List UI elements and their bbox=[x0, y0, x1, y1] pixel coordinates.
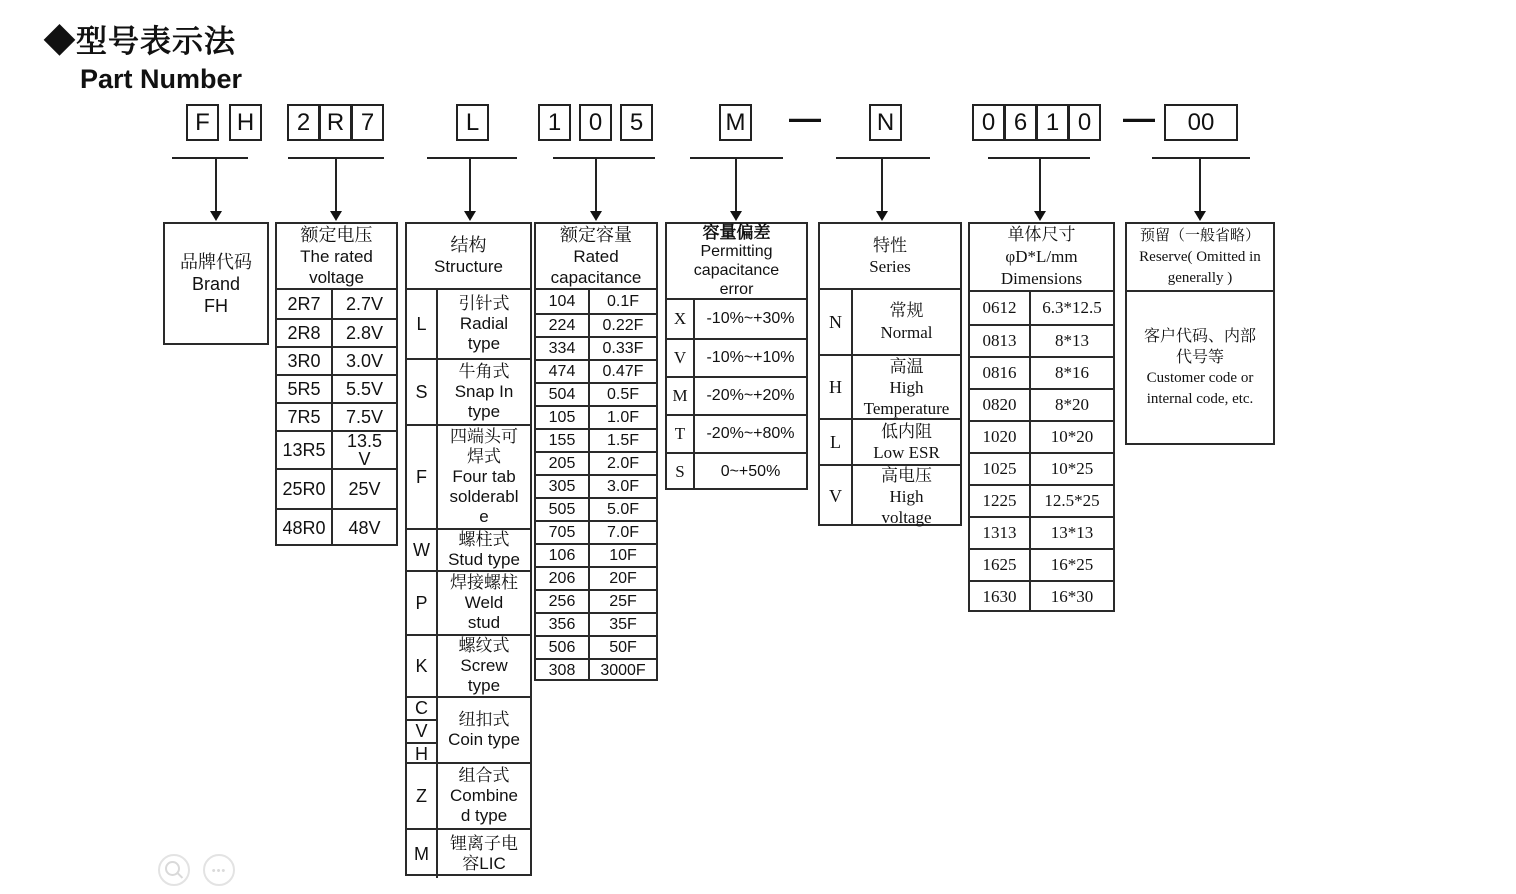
code-cell: 0816 bbox=[970, 358, 1031, 388]
value-cell: 1.5F bbox=[606, 431, 639, 449]
desc-zh: 牛角式 bbox=[458, 362, 510, 381]
table-row bbox=[667, 300, 806, 338]
code-cell: 505 bbox=[536, 499, 590, 520]
code-stack bbox=[407, 698, 438, 762]
header-zh: 额定电压 bbox=[300, 224, 373, 245]
part-number-box: R bbox=[319, 104, 352, 141]
table-row bbox=[970, 388, 1113, 420]
value-cell: 16*25 bbox=[1050, 555, 1094, 574]
table-row bbox=[536, 474, 656, 497]
desc-en: Stud type bbox=[448, 550, 520, 569]
value-cell: 12.5*25 bbox=[1044, 491, 1100, 510]
table-row bbox=[536, 635, 656, 658]
page-title-zh: ◆型号表示法 bbox=[44, 24, 236, 59]
table-header bbox=[407, 224, 530, 290]
table-row bbox=[970, 580, 1113, 612]
value-cell: 48V bbox=[348, 517, 381, 538]
code-cell: T bbox=[667, 416, 695, 452]
desc-en: High voltage bbox=[881, 486, 932, 527]
table-row bbox=[820, 418, 960, 464]
code-cell: 3R0 bbox=[277, 348, 333, 374]
table-row bbox=[407, 570, 530, 634]
arrow-down-icon bbox=[876, 211, 888, 221]
code-cell: H bbox=[407, 742, 436, 765]
table-row bbox=[407, 528, 530, 570]
table-row bbox=[536, 451, 656, 474]
code-cell: 334 bbox=[536, 338, 590, 359]
part-number-box: 5 bbox=[620, 104, 653, 141]
value-cell: 50F bbox=[609, 638, 637, 656]
table-header bbox=[277, 224, 396, 290]
table-row bbox=[407, 762, 530, 828]
code-cell: 104 bbox=[536, 290, 590, 313]
value-cell: 5.5V bbox=[345, 378, 384, 399]
table-row bbox=[970, 516, 1113, 548]
desc-en: Four tab solderable bbox=[449, 467, 519, 526]
desc-cell bbox=[438, 572, 530, 634]
code-cell: 1025 bbox=[970, 454, 1031, 484]
desc-zh: 螺柱式 bbox=[458, 530, 510, 549]
connector-line bbox=[1152, 157, 1250, 159]
part-number-box: 1 bbox=[1036, 104, 1069, 141]
code-cell: 13R5 bbox=[277, 432, 333, 468]
table-row bbox=[407, 696, 530, 762]
header-zh: 单体尺寸 bbox=[1007, 225, 1076, 244]
value-cell: 3.0V bbox=[345, 350, 384, 371]
table-row bbox=[536, 612, 656, 635]
header-zh: 特性 bbox=[873, 236, 907, 255]
connector-stem bbox=[881, 157, 883, 213]
table-row bbox=[536, 566, 656, 589]
code-cell: 308 bbox=[536, 660, 590, 681]
value-cell: 0.33F bbox=[602, 339, 644, 357]
table-row bbox=[407, 828, 530, 878]
part-number-box: 6 bbox=[1004, 104, 1037, 141]
value-cell: 25F bbox=[609, 592, 637, 610]
desc-cell bbox=[438, 830, 530, 878]
table-row bbox=[536, 290, 656, 313]
table-row bbox=[536, 428, 656, 451]
desc-zh: 组合式 bbox=[458, 766, 510, 785]
code-cell: S bbox=[407, 360, 438, 424]
desc-zh: 低内阻 bbox=[881, 422, 932, 441]
table-row bbox=[407, 634, 530, 696]
arrow-down-icon bbox=[730, 211, 742, 221]
table-row bbox=[970, 356, 1113, 388]
code-cell: 1630 bbox=[970, 582, 1031, 612]
table-row bbox=[820, 290, 960, 354]
table-row bbox=[970, 292, 1113, 324]
body-zh: 客户代码、内部代号等 bbox=[1143, 327, 1256, 366]
arrow-down-icon bbox=[590, 211, 602, 221]
table-header bbox=[970, 224, 1113, 292]
code-cell: 0820 bbox=[970, 390, 1031, 420]
code-cell: N bbox=[820, 290, 853, 354]
ellipsis-icon bbox=[212, 861, 227, 879]
connector-line bbox=[427, 157, 517, 159]
desc-zh: 锂离子电容LIC bbox=[450, 834, 518, 873]
table-row bbox=[970, 324, 1113, 356]
code-cell: 506 bbox=[536, 637, 590, 658]
table-row bbox=[536, 520, 656, 543]
part-number-box: M bbox=[719, 104, 752, 141]
part-number-box: H bbox=[229, 104, 262, 141]
magnifier-icon bbox=[165, 861, 180, 876]
value-cell: 2.8V bbox=[345, 322, 384, 343]
desc-cell bbox=[438, 764, 530, 828]
header-en: Reserve( Omitted in generally ) bbox=[1139, 248, 1261, 286]
table-row bbox=[820, 464, 960, 526]
code-cell: X bbox=[667, 300, 695, 338]
table-row bbox=[536, 543, 656, 566]
code-cell: 474 bbox=[536, 361, 590, 382]
part-number-separator: — bbox=[1123, 100, 1155, 136]
desc-zh: 螺纹式 bbox=[458, 636, 510, 655]
page-title-en: Part Number bbox=[80, 64, 243, 94]
connector-stem bbox=[335, 157, 337, 213]
header-en: Structure bbox=[434, 257, 503, 276]
value-cell: 5.0F bbox=[606, 500, 639, 518]
brand-label-zh: 品牌代码 bbox=[180, 251, 252, 272]
connector-stem bbox=[1199, 157, 1201, 213]
code-cell: V bbox=[667, 340, 695, 376]
arrow-down-icon bbox=[464, 211, 476, 221]
code-cell: H bbox=[820, 356, 853, 418]
desc-zh: 纽扣式 bbox=[458, 710, 510, 729]
code-cell: 5R5 bbox=[277, 376, 333, 402]
arrow-down-icon bbox=[1034, 211, 1046, 221]
table-row bbox=[970, 548, 1113, 580]
more-button[interactable] bbox=[203, 854, 235, 886]
brand-table bbox=[163, 222, 269, 345]
desc-cell bbox=[438, 636, 530, 696]
code-cell: 356 bbox=[536, 614, 590, 635]
arrow-down-icon bbox=[210, 211, 222, 221]
table-row bbox=[536, 382, 656, 405]
value-cell: 7.0F bbox=[606, 523, 639, 541]
table-row bbox=[536, 336, 656, 359]
value-cell: -20%~+20% bbox=[706, 387, 795, 404]
desc-cell bbox=[438, 426, 530, 528]
value-cell: 1.0F bbox=[606, 408, 639, 426]
code-cell: 224 bbox=[536, 315, 590, 336]
value-cell: 3.0F bbox=[606, 477, 639, 495]
table-header bbox=[536, 224, 656, 290]
code-cell: 1225 bbox=[970, 486, 1031, 516]
desc-zh: 高温 bbox=[889, 356, 924, 376]
code-cell: S bbox=[667, 454, 695, 490]
desc-cell bbox=[438, 530, 530, 570]
code-cell: 205 bbox=[536, 453, 590, 474]
value-cell: 8*16 bbox=[1055, 363, 1089, 382]
value-cell: 13*13 bbox=[1050, 523, 1094, 542]
part-number-box: F bbox=[186, 104, 219, 141]
part-number-box: 0 bbox=[972, 104, 1005, 141]
table-row bbox=[667, 414, 806, 452]
desc-en: Coin type bbox=[448, 730, 520, 749]
arrow-down-icon bbox=[1194, 211, 1206, 221]
value-cell: 25V bbox=[348, 478, 381, 499]
desc-cell bbox=[853, 420, 960, 464]
desc-en: Snap In type bbox=[454, 382, 514, 421]
code-cell: 25R0 bbox=[277, 470, 333, 508]
table-row bbox=[277, 346, 396, 374]
value-cell: 2.0F bbox=[606, 454, 639, 472]
desc-cell bbox=[853, 356, 960, 418]
value-cell: 20F bbox=[609, 569, 637, 587]
code-cell: C bbox=[415, 698, 428, 718]
body-en: Customer code or internal code, etc. bbox=[1146, 369, 1254, 407]
brand-code: FH bbox=[204, 295, 228, 316]
desc-en: Screw type bbox=[460, 656, 508, 695]
code-cell: 705 bbox=[536, 522, 590, 543]
part-number-box: N bbox=[869, 104, 902, 141]
table-row bbox=[536, 658, 656, 681]
part-number-box: 00 bbox=[1164, 104, 1238, 141]
part-number-box: 0 bbox=[579, 104, 612, 141]
desc-cell bbox=[438, 360, 530, 424]
value-cell: -20%~+80% bbox=[706, 425, 795, 442]
desc-cell bbox=[853, 290, 960, 354]
table-row bbox=[536, 497, 656, 520]
connector-stem bbox=[1039, 157, 1041, 213]
desc-cell bbox=[853, 466, 960, 526]
code-cell: 1020 bbox=[970, 422, 1031, 452]
table-row bbox=[277, 402, 396, 430]
desc-en: Radial type bbox=[459, 314, 509, 353]
value-cell: 0.5F bbox=[606, 385, 639, 403]
table-header bbox=[667, 224, 806, 300]
desc-zh: 四端头可焊式 bbox=[450, 427, 518, 466]
header-formula: φD*L/mm bbox=[1005, 247, 1078, 266]
code-cell: W bbox=[407, 530, 438, 570]
desc-en: Weld stud bbox=[464, 593, 504, 632]
value-cell: 3000F bbox=[600, 661, 646, 679]
table-header bbox=[1127, 224, 1273, 292]
value-cell: -10%~+30% bbox=[706, 310, 795, 327]
desc-en: Normal bbox=[880, 323, 933, 342]
zoom-button[interactable] bbox=[158, 854, 190, 886]
code-cell: M bbox=[667, 378, 695, 414]
part-number-box: 0 bbox=[1068, 104, 1101, 141]
code-cell: 48R0 bbox=[277, 510, 333, 546]
table-row bbox=[536, 405, 656, 428]
header-zh: 预留（一般省略） bbox=[1139, 227, 1260, 244]
code-cell: 504 bbox=[536, 384, 590, 405]
code-cell: 0813 bbox=[970, 326, 1031, 356]
table-row bbox=[536, 589, 656, 612]
table-row bbox=[277, 508, 396, 546]
desc-zh: 常规 bbox=[889, 301, 924, 320]
header-en: Permitting capacitance error bbox=[693, 243, 780, 298]
code-cell: 155 bbox=[536, 430, 590, 451]
value-cell: 10*25 bbox=[1050, 459, 1094, 478]
header-en: Dimensions bbox=[1000, 269, 1083, 288]
value-cell: 8*13 bbox=[1055, 331, 1089, 350]
code-cell: F bbox=[407, 426, 438, 528]
code-cell: V bbox=[820, 466, 853, 526]
header-zh: 结构 bbox=[450, 235, 487, 255]
code-cell: 256 bbox=[536, 591, 590, 612]
table-row bbox=[667, 452, 806, 490]
connector-stem bbox=[469, 157, 471, 213]
table-row bbox=[970, 420, 1113, 452]
error-table bbox=[665, 222, 808, 490]
dimensions-table bbox=[968, 222, 1115, 612]
connector-stem bbox=[595, 157, 597, 213]
code-cell: 206 bbox=[536, 568, 590, 589]
value-cell: 0.47F bbox=[602, 362, 644, 380]
desc-en: Combined type bbox=[449, 786, 519, 825]
code-cell: 1313 bbox=[970, 518, 1031, 548]
code-cell: 7R5 bbox=[277, 404, 333, 430]
table-row bbox=[277, 318, 396, 346]
table-row bbox=[277, 290, 396, 318]
desc-zh: 焊接螺柱 bbox=[450, 573, 518, 592]
code-cell: 106 bbox=[536, 545, 590, 566]
code-cell: 2R7 bbox=[277, 290, 333, 318]
table-row bbox=[277, 374, 396, 402]
table-row bbox=[970, 484, 1113, 516]
value-cell bbox=[333, 432, 396, 468]
connector-line bbox=[553, 157, 655, 159]
table-row bbox=[667, 376, 806, 414]
code-cell: 105 bbox=[536, 407, 590, 428]
table-row bbox=[536, 313, 656, 336]
desc-cell bbox=[438, 698, 530, 762]
value-cell: 0.22F bbox=[602, 316, 644, 334]
value-cell: 0.1F bbox=[606, 292, 639, 310]
value-cell: 0~+50% bbox=[720, 463, 781, 480]
connector-stem bbox=[735, 157, 737, 213]
table-row bbox=[277, 468, 396, 508]
code-cell: 1625 bbox=[970, 550, 1031, 580]
header-en: The rated voltage bbox=[300, 246, 373, 287]
brand-label-en: Brand bbox=[191, 273, 241, 294]
value-cell: 6.3*12.5 bbox=[1042, 298, 1102, 317]
reserve-table bbox=[1125, 222, 1275, 445]
desc-zh: 引针式 bbox=[458, 294, 510, 313]
capacitance-table bbox=[534, 222, 658, 681]
value-cell: 2.7V bbox=[345, 293, 384, 314]
connector-line bbox=[836, 157, 930, 159]
header-zh: 额定容量 bbox=[560, 224, 632, 245]
desc-en: High Temperature bbox=[863, 377, 950, 418]
code-cell: 0612 bbox=[970, 292, 1031, 324]
value-text: 13.5 V bbox=[346, 431, 383, 469]
series-table bbox=[818, 222, 962, 526]
code-cell: K bbox=[407, 636, 438, 696]
value-cell: -10%~+10% bbox=[706, 349, 795, 366]
value-cell: 10*20 bbox=[1050, 427, 1094, 446]
table-row bbox=[820, 354, 960, 418]
part-number-box: 2 bbox=[287, 104, 320, 141]
table-row bbox=[407, 424, 530, 528]
desc-cell bbox=[438, 290, 530, 358]
code-cell: 305 bbox=[536, 476, 590, 497]
table-header bbox=[820, 224, 960, 290]
code-cell: Z bbox=[407, 764, 438, 828]
value-cell: 8*20 bbox=[1055, 395, 1089, 414]
arrow-down-icon bbox=[330, 211, 342, 221]
structure-table bbox=[405, 222, 532, 876]
desc-zh: 高电压 bbox=[881, 465, 932, 485]
code-cell: 2R8 bbox=[277, 320, 333, 346]
table-row bbox=[277, 430, 396, 468]
header-en: Series bbox=[869, 257, 911, 276]
part-number-box: 1 bbox=[538, 104, 571, 141]
table-row bbox=[536, 359, 656, 382]
value-cell: 7.5V bbox=[345, 406, 384, 427]
code-cell: L bbox=[820, 420, 853, 464]
code-cell: L bbox=[407, 290, 438, 358]
part-number-box: L bbox=[456, 104, 489, 141]
desc-en: Low ESR bbox=[873, 443, 940, 462]
part-number-separator: — bbox=[789, 100, 821, 136]
value-cell: 10F bbox=[609, 546, 637, 564]
value-cell: 35F bbox=[609, 615, 637, 633]
connector-stem bbox=[215, 157, 217, 213]
header-en: Rated capacitance bbox=[550, 246, 642, 287]
code-cell: V bbox=[407, 719, 436, 742]
reserve-body bbox=[1127, 292, 1273, 443]
table-row bbox=[667, 338, 806, 376]
voltage-table bbox=[275, 222, 398, 546]
connector-line bbox=[172, 157, 248, 159]
header-zh: 容量偏差 bbox=[702, 223, 771, 242]
table-row bbox=[407, 358, 530, 424]
code-cell: P bbox=[407, 572, 438, 634]
code-cell: M bbox=[407, 830, 438, 878]
table-row bbox=[970, 452, 1113, 484]
table-row bbox=[407, 290, 530, 358]
part-number-box: 7 bbox=[351, 104, 384, 141]
value-cell: 16*30 bbox=[1050, 587, 1094, 606]
